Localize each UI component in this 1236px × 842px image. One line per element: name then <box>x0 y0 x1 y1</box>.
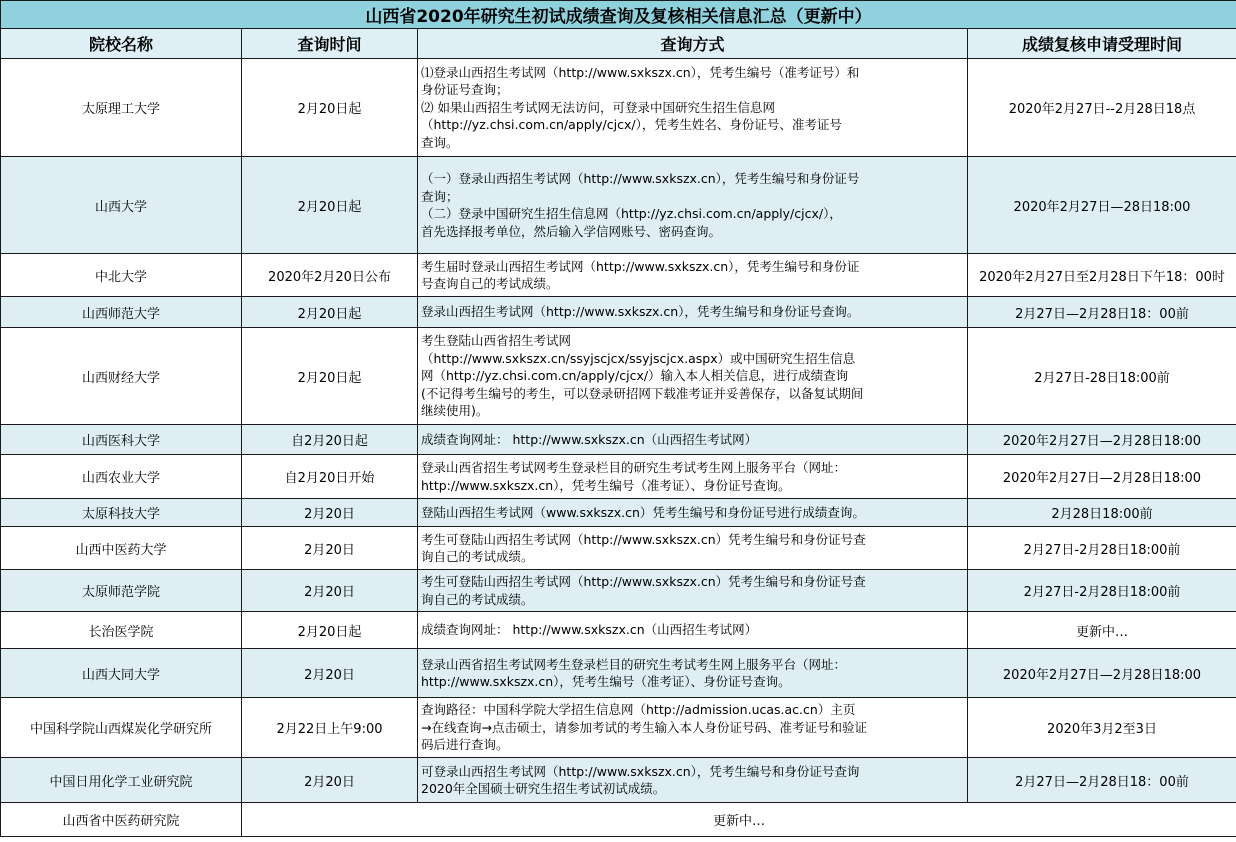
query-time-cell: 2020年2月20日公布 <box>242 254 418 297</box>
query-time-cell: 2月20日起 <box>242 59 418 157</box>
method-line: 号查询自己的考试成绩。 <box>421 276 559 291</box>
table-row <box>1 425 1236 455</box>
method-line: 查询。 <box>421 134 459 150</box>
review-time-cell: 2020年2月27日—2月28日18:00 <box>968 425 1236 455</box>
query-method-cell <box>418 499 968 527</box>
school-name-cell: 中北大学 <box>1 254 242 297</box>
query-time-cell: 自2月20日开始 <box>242 455 418 499</box>
method-line: 首先选择报考单位，然后输入学信网账号、密码查询。 <box>421 223 722 239</box>
query-method-cell <box>418 570 968 612</box>
query-method-cell <box>418 612 968 649</box>
method-line: 登录山西招生考试网（http://www.sxkszx.cn），凭考生编号和身份证号查询。 <box>421 304 860 320</box>
school-name-cell: 长治医学院 <box>1 612 242 649</box>
review-time-cell: 2020年2月27日—28日18:00 <box>968 157 1236 254</box>
method-line: 码后进行查询。 <box>421 737 509 753</box>
review-time-cell: 更新中… <box>968 612 1236 649</box>
school-name-cell: 山西农业大学 <box>1 455 242 499</box>
query-time-cell: 2月20日 <box>242 527 418 570</box>
method-line: 身份证号查询； <box>421 82 509 98</box>
review-time-cell: 2月27日—2月28日18：00前 <box>968 297 1236 328</box>
table-row <box>1 157 1236 254</box>
header-query-time: 查询时间 <box>242 29 418 59</box>
table-row <box>1 297 1236 328</box>
table-row <box>1 803 1236 837</box>
method-line: 成绩查询网址： http://www.sxkszx.cn（山西招生考试网） <box>421 622 758 638</box>
query-time-cell: 2月20日起 <box>242 297 418 328</box>
review-time-cell: 2020年2月27日—2月28日18:00 <box>968 455 1236 499</box>
method-line: 考生届时登录山西招生考试网（http://www.sxkszx.cn），凭考生编号和身份证 <box>421 258 860 274</box>
method-line: 网（http://yz.chsi.com.cn/apply/cjcx/）输入本人相关信息，进行成绩查询 <box>421 368 849 384</box>
review-time-cell: 2月28日18:00前 <box>968 499 1236 527</box>
method-line: http://www.sxkszx.cn），凭考生编号（准考证）、身份证号查询。 <box>421 674 791 689</box>
method-line: 继续使用)。 <box>421 403 489 419</box>
method-line: 登陆山西招生考试网（www.sxkszx.cn）凭考生编号和身份证号进行成绩查询。 <box>421 504 865 520</box>
school-name-cell: 山西医科大学 <box>1 425 242 455</box>
school-name-cell: 中国科学院山西煤炭化学研究所 <box>1 698 242 758</box>
query-time-cell: 2月20日起 <box>242 612 418 649</box>
review-time-cell: 2月27日-28日18:00前 <box>968 328 1236 425</box>
method-line: （http://www.sxkszx.cn/ssyjscjcx/ssyjscjcx.aspx）或中国研究生招生信息 <box>421 350 856 366</box>
query-method-cell <box>418 455 968 499</box>
review-time-cell: 2020年2月27日至2月28日下午18：00时 <box>968 254 1236 297</box>
query-method-cell <box>418 59 968 157</box>
method-line: 询自己的考试成绩。 <box>421 549 534 564</box>
query-method-cell <box>418 758 968 803</box>
school-name-cell: 太原理工大学 <box>1 59 242 157</box>
header-query-method: 查询方式 <box>418 29 968 59</box>
method-line: 登录山西省招生考试网考生登录栏目的研究生考试考生网上服务平台（网址： <box>421 656 847 672</box>
school-name-cell: 山西大同大学 <box>1 649 242 698</box>
review-time-cell: 2月27日-2月28日18:00前 <box>968 570 1236 612</box>
query-time-cell: 2月20日 <box>242 758 418 803</box>
query-method-cell <box>418 698 968 758</box>
review-time-cell: 2020年3月2至3日 <box>968 698 1236 758</box>
query-method-cell <box>418 328 968 425</box>
school-name-cell: 太原科技大学 <box>1 499 242 527</box>
method-line: 可登录山西招生考试网（http://www.sxkszx.cn），凭考生编号和身份证号查询 <box>421 763 860 779</box>
query-time-cell: 2月20日 <box>242 499 418 527</box>
school-name-cell: 山西省中医药研究院 <box>1 803 242 837</box>
query-time-cell: 2月22日上午9:00 <box>242 698 418 758</box>
query-time-cell: 2月20日起 <box>242 157 418 254</box>
query-method-cell <box>418 425 968 455</box>
query-method-cell <box>418 254 968 297</box>
query-method-cell <box>418 649 968 698</box>
method-line: 查询路径：中国科学院大学招生信息网（http://admission.ucas.ac.cn）主页 <box>421 702 856 718</box>
review-time-cell: 2020年2月27日--2月28日18点 <box>968 59 1236 157</box>
method-line: 询自己的考试成绩。 <box>421 591 534 607</box>
method-line: （http://yz.chsi.com.cn/apply/cjcx/），凭考生姓名、身份证号、准考证号 <box>421 117 842 133</box>
method-line: →在线查询→点击硕士，请参加考试的考生输入本人身份证号码、准考证号和验证 <box>421 719 867 735</box>
query-time-cell: 2月20日 <box>242 570 418 612</box>
table-row <box>1 698 1236 758</box>
method-line: ⑵ 如果山西招生考试网无法访问，可登录中国研究生招生信息网 <box>421 99 775 115</box>
method-line: 登录山西省招生考试网考生登录栏目的研究生考试考生网上服务平台（网址： <box>421 460 847 475</box>
method-line: 考生登陆山西省招生考试网 <box>421 333 572 349</box>
school-name-cell: 山西师范大学 <box>1 297 242 328</box>
table-title: 山西省2020年研究生初试成绩查询及复核相关信息汇总（更新中） <box>1 1 1236 29</box>
method-line: （二）登录中国研究生招生信息网（http://yz.chsi.com.cn/apply/cjcx/）， <box>421 206 842 221</box>
table-row <box>1 758 1236 803</box>
school-name-cell: 山西中医药大学 <box>1 527 242 570</box>
table-row <box>1 455 1236 499</box>
method-line: (不记得考生编号的考生，可以登录研招网下载准考证并妥善保存，以备复试期间 <box>421 385 864 401</box>
query-time-cell: 自2月20日起 <box>242 425 418 455</box>
method-line: ⑴登录山西招生考试网（http://www.sxkszx.cn），凭考生编号（准考证号）和 <box>421 64 860 80</box>
method-line: （一）登录山西招生考试网（http://www.sxkszx.cn），凭考生编号和身份证号 <box>421 171 860 186</box>
method-line: 查询； <box>421 188 459 204</box>
updating-merged-cell: 更新中… <box>242 803 1236 837</box>
query-method-cell <box>418 157 968 254</box>
table-row <box>1 527 1236 570</box>
school-name-cell: 太原师范学院 <box>1 570 242 612</box>
table-row <box>1 612 1236 649</box>
method-line: 考生可登陆山西招生考试网（http://www.sxkszx.cn）凭考生编号和身份证号查 <box>421 531 866 547</box>
header-review-time: 成绩复核申请受理时间 <box>968 29 1236 59</box>
method-line: 成绩查询网址： http://www.sxkszx.cn（山西招生考试网） <box>421 431 758 447</box>
header-school: 院校名称 <box>1 29 242 59</box>
school-name-cell: 山西大学 <box>1 157 242 254</box>
school-name-cell: 山西财经大学 <box>1 328 242 425</box>
query-method-cell <box>418 297 968 328</box>
table-row <box>1 59 1236 157</box>
query-time-cell: 2月20日 <box>242 649 418 698</box>
review-time-cell: 2020年2月27日—2月28日18:00 <box>968 649 1236 698</box>
table-row <box>1 570 1236 612</box>
table-row <box>1 328 1236 425</box>
table-row <box>1 254 1236 297</box>
method-line: 2020年全国硕士研究生招生考试初试成绩。 <box>421 781 666 796</box>
table-row <box>1 499 1236 527</box>
review-time-cell: 2月27日-2月28日18:00前 <box>968 527 1236 570</box>
review-time-cell: 2月27日—2月28日18：00前 <box>968 758 1236 803</box>
table-row <box>1 649 1236 698</box>
method-line: 考生可登陆山西招生考试网（http://www.sxkszx.cn）凭考生编号和身份证号查 <box>421 574 866 589</box>
query-time-cell: 2月20日起 <box>242 328 418 425</box>
query-method-cell <box>418 527 968 570</box>
school-name-cell: 中国日用化学工业研究院 <box>1 758 242 803</box>
method-line: http://www.sxkszx.cn），凭考生编号（准考证）、身份证号查询。 <box>421 477 791 493</box>
